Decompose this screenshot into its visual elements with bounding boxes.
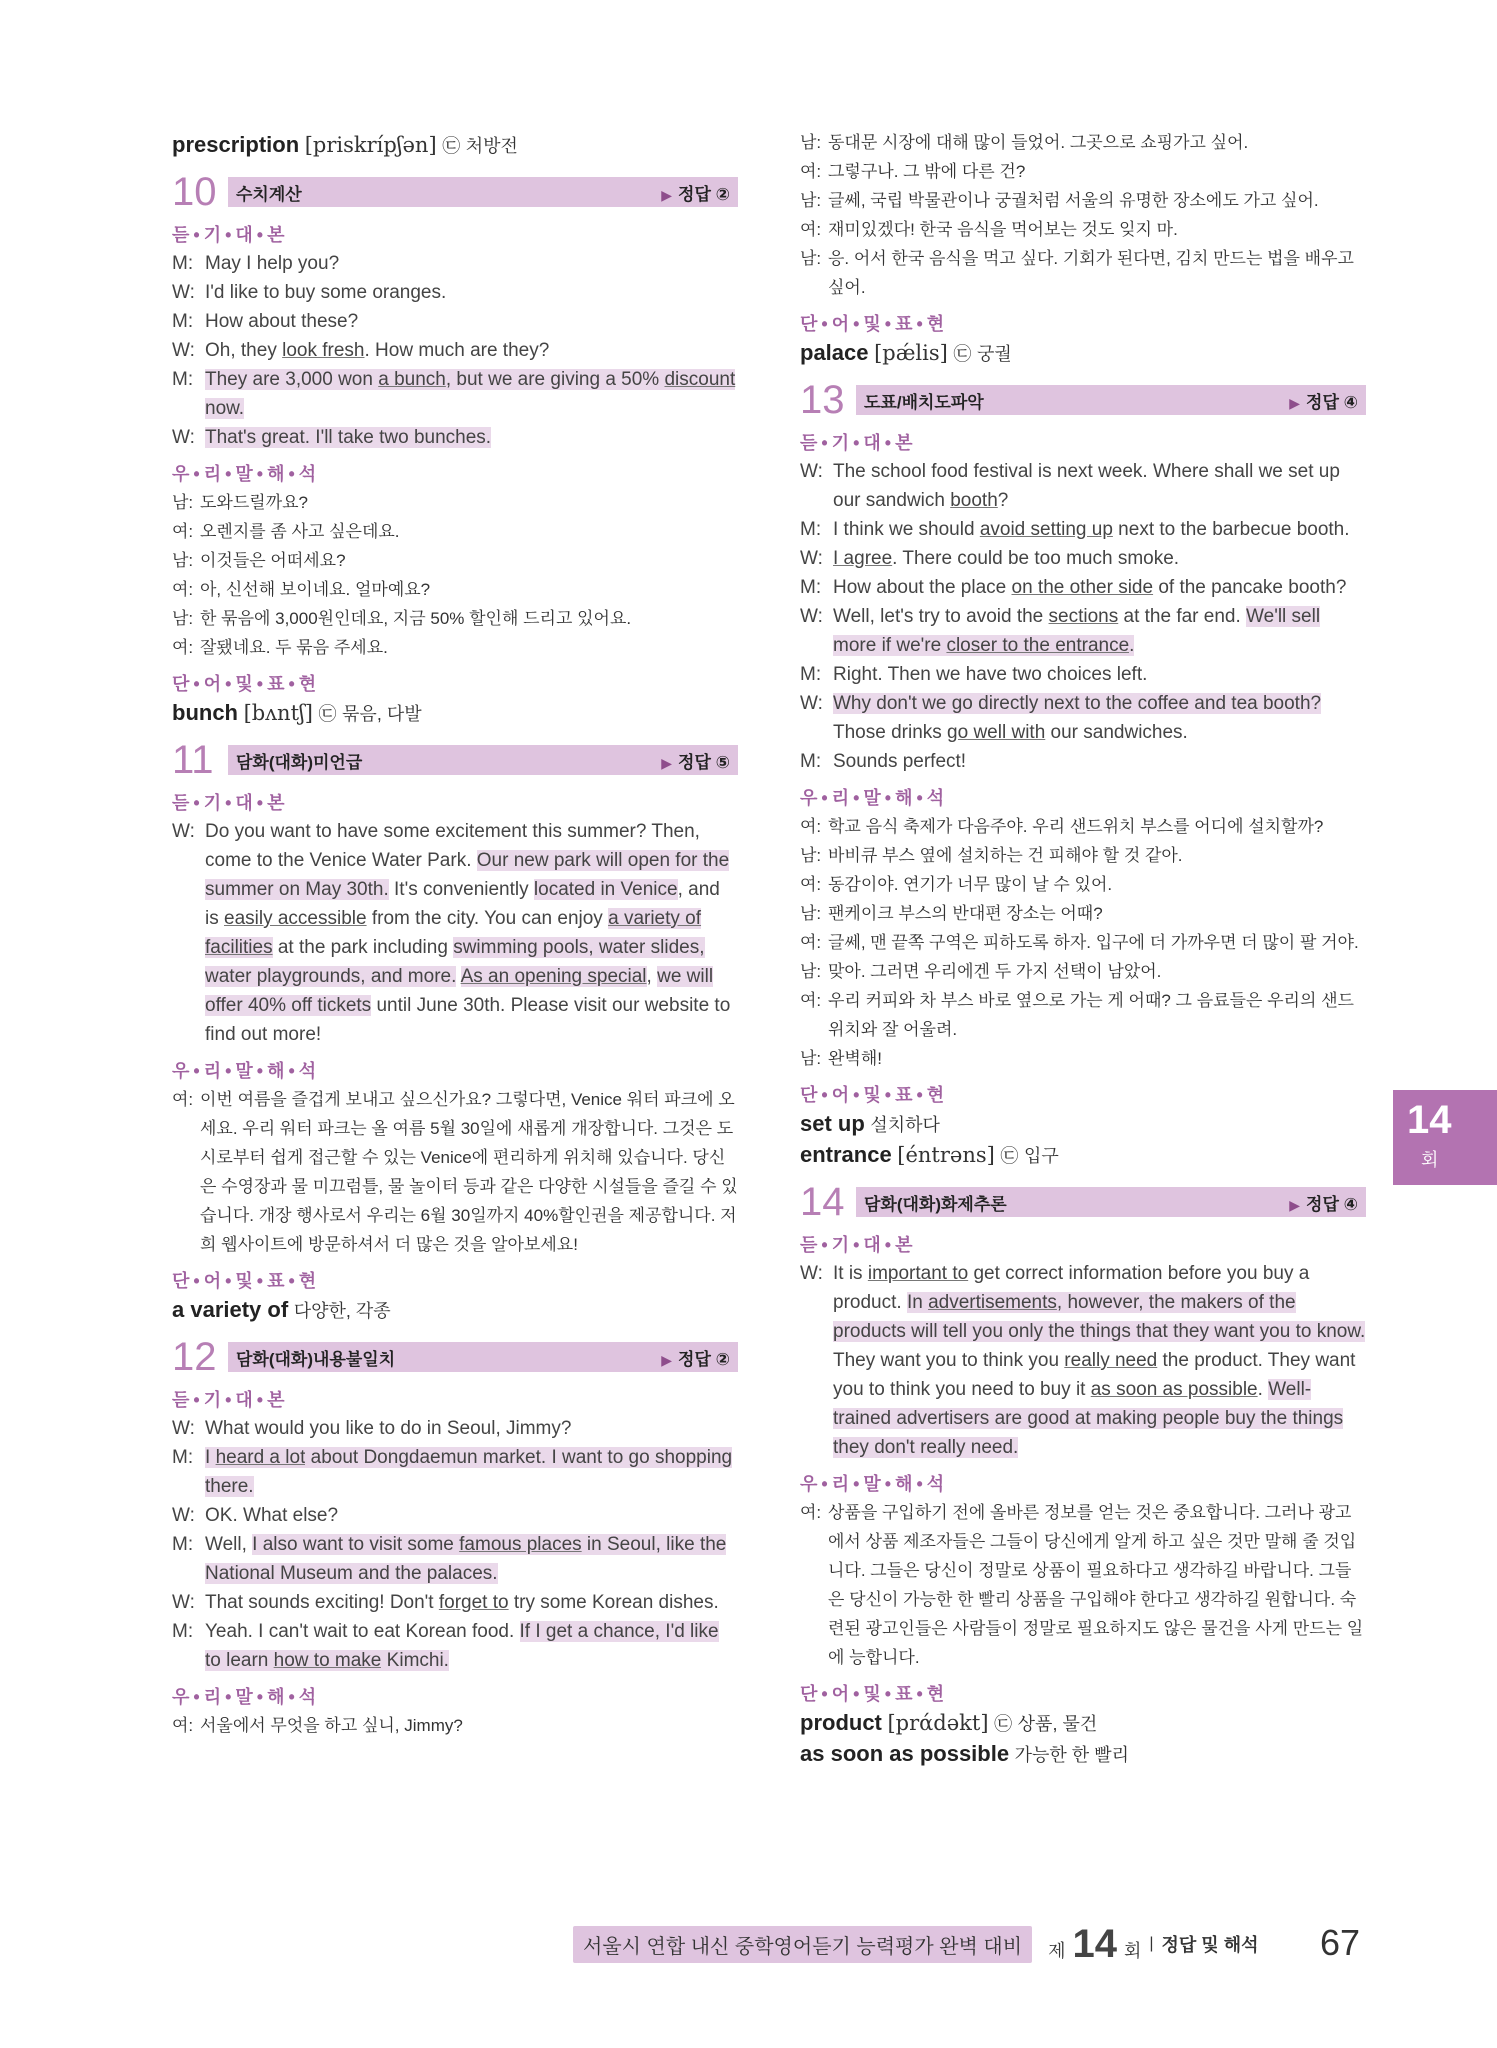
dialogue-text: at the far end. [1118, 606, 1247, 627]
question-number: 11 [172, 738, 214, 782]
key-sentence: discount [664, 369, 736, 390]
vocab-meaning: 다양한, 각종 [293, 1301, 391, 1321]
speaker-label: M: [800, 664, 822, 685]
right-column [800, 128, 1366, 1770]
speaker-label: 남: [800, 191, 822, 210]
play-triangle-icon: ▶ [661, 754, 673, 771]
speaker-label: 남: [172, 493, 194, 512]
vocab-entry [172, 698, 738, 729]
dialogue-text: Well, [205, 1534, 253, 1555]
vocab-word: bunch [172, 700, 238, 725]
dialogue-line [172, 278, 738, 307]
dialogue-text: until June 30th. Please visit our website to find out more! [205, 995, 731, 1045]
page-footer [573, 1921, 1259, 1966]
key-sentence: We'll sell more if we're [833, 606, 1321, 656]
speaker-label: M: [800, 577, 822, 598]
vocab-entry [800, 338, 1366, 369]
dialogue-text: really need [1064, 1350, 1158, 1371]
vocab-word: palace [800, 340, 869, 365]
episode-side-tab [1393, 1090, 1497, 1185]
vocab-word: as soon as possible [800, 1741, 1010, 1766]
translation-text: 이것들은 어떠세요? [200, 551, 346, 570]
vocab-section-title: 단•어•및•표•현 [800, 1684, 949, 1704]
vocab-meaning: 설치하다 [870, 1115, 940, 1135]
dialogue-text: . How much are they? [364, 340, 550, 361]
translation-text: 도와드릴까요? [200, 493, 308, 512]
dialogue-text: Do you want to have some excitement this summer? Then, come to the Venice Water Park. [205, 821, 700, 871]
key-sentence: Our new park will open for the summer on May 30th. [205, 850, 730, 900]
translation-line [800, 186, 1366, 215]
dialogue-text: How about the place [833, 577, 1012, 598]
key-sentence: famous places [459, 1534, 582, 1555]
vocab-pron: [prάdəkt] [887, 1711, 989, 1735]
speaker-label: 남: [800, 1049, 822, 1068]
dialogue-text: Right. Then we have two choices left. [833, 664, 1148, 685]
translation-text: 아, 신선해 보이네요. 얼마예요? [200, 580, 431, 599]
footer-ep-suffix: 회 [1123, 1940, 1142, 1961]
dialogue-text: , [646, 966, 658, 987]
translation-text: 글쎄, 국립 박물관이나 궁궐처럼 서울의 유명한 장소에도 가고 싶어. [828, 191, 1319, 210]
answer-text: 정답 ④ [1306, 1194, 1358, 1214]
translation-text: 완벽해! [828, 1049, 882, 1068]
key-sentence: I [205, 1447, 216, 1468]
speaker-label: M: [172, 253, 194, 274]
vocab-word: entrance [800, 1142, 892, 1167]
dialogue-line [172, 817, 738, 1049]
question-type-bar [228, 745, 738, 775]
speaker-label: M: [172, 1447, 194, 1468]
speaker-label: W: [172, 282, 195, 303]
speaker-label: M: [800, 751, 822, 772]
footer-ep-prefix: 제 [1048, 1940, 1066, 1961]
dialogue-line [172, 423, 738, 452]
dialogue-text: The school food festival is next week. Where shall we set up our sandwich [833, 461, 1340, 511]
speaker-label: 여: [172, 580, 194, 599]
key-sentence: in Seoul, like the National Museum and the palaces. [205, 1534, 727, 1584]
answer-label [1289, 388, 1358, 413]
translation-section-title: 우•리•말•해•석 [172, 1687, 321, 1707]
speaker-label: 남: [800, 846, 822, 865]
dialogue-line [172, 1530, 738, 1588]
dialogue-text: They want you to think you [833, 1350, 1065, 1371]
answer-text: 정답 ② [678, 184, 730, 204]
translation-text: 오렌지를 좀 사고 싶은데요. [200, 522, 400, 541]
translation-text: 재미있겠다! 한국 음식을 먹어보는 것도 잊지 마. [828, 220, 1178, 239]
dialogue-text: Well, let's try to avoid the [833, 606, 1049, 627]
vocab-word: product [800, 1710, 882, 1735]
dialogue-text: I agree [833, 548, 893, 569]
speaker-label: 여: [800, 875, 822, 894]
vocab-mark: ㉢ [994, 1714, 1013, 1734]
translation-line [800, 928, 1366, 957]
dialogue-text: I think we should [833, 519, 980, 540]
footer-answer-label: 정답 및 해석 [1161, 1935, 1259, 1955]
dialogue-text: from the city. You can enjoy [366, 908, 609, 929]
vocab-word: a variety of [172, 1297, 289, 1322]
dialogue-text: next to the barbecue booth. [1112, 519, 1350, 540]
question-number: 12 [172, 1335, 217, 1379]
dialogue-text: , and is [205, 879, 720, 929]
dialogue-line [172, 1617, 738, 1675]
dialogue-text: How about these? [205, 311, 359, 332]
translation-text: 바비큐 부스 옆에 설치하는 건 피해야 할 것 같아. [828, 846, 1183, 865]
dialogue-text: Oh, they [205, 340, 283, 361]
dialogue-line [172, 1501, 738, 1530]
translation-text: 그렇구나. 그 밖에 다른 건? [828, 162, 1026, 181]
dialogue-line [800, 457, 1366, 515]
dialogue-line [800, 1259, 1366, 1462]
dialogue-line [172, 249, 738, 278]
vocab-mark: ㉢ [953, 344, 972, 364]
speaker-label: 남: [800, 249, 822, 268]
speaker-label: M: [800, 519, 822, 540]
footer-book-title: 서울시 연합 내신 중학영어듣기 능력평가 완벽 대비 [573, 1926, 1032, 1963]
dialogue-line [800, 689, 1366, 747]
dialogue-text: our sandwiches. [1045, 722, 1188, 743]
translation-line [800, 812, 1366, 841]
translation-line [800, 215, 1366, 244]
key-sentence: , however, the makers of the products will tell you only the things that they want you to know. [833, 1292, 1366, 1342]
key-sentence: As an opening special [460, 966, 647, 987]
dialogue-text: on the other side [1011, 577, 1154, 598]
dialogue-line [172, 365, 738, 423]
dialogue-line [800, 747, 1366, 776]
vocab-section-title: 단•어•및•표•현 [172, 1271, 321, 1291]
translation-text: 동대문 시장에 대해 많이 들었어. 그곳으로 쇼핑가고 싶어. [828, 133, 1249, 152]
vocab-entry [800, 1109, 1366, 1140]
key-sentence: now. [205, 398, 245, 419]
translation-line [800, 1044, 1366, 1073]
answer-text: 정답 ⑤ [678, 752, 730, 772]
dialogue-text: ? [997, 490, 1009, 511]
key-sentence: They are 3,000 won [205, 369, 379, 390]
vocab-mark: ㉢ [318, 704, 337, 724]
answer-label [661, 1345, 730, 1370]
speaker-label: M: [172, 369, 194, 390]
translation-line [800, 899, 1366, 928]
vocab-section-title: 단•어•및•표•현 [800, 314, 949, 334]
answer-label [1289, 1190, 1358, 1215]
speaker-label: 여: [172, 1090, 194, 1109]
speaker-label: W: [172, 340, 195, 361]
dialogue-line [172, 1443, 738, 1501]
dialogue-text: avoid setting up [979, 519, 1113, 540]
speaker-label: 여: [172, 1716, 194, 1735]
dialogue-text: go well with [947, 722, 1046, 743]
key-sentence: In [906, 1292, 929, 1313]
translation-text: 상품을 구입하기 전에 올바른 정보를 얻는 것은 중요합니다. 그러나 광고에서 상품 제조자들은 그들이 당신에게 알게 하고 싶은 것만 말해 줄 것입니다. 그들은 당신이 정말로 상품이 필요하다고 생각하길 바랍니다. 그들은 당신이 가능한 한 빨리 상품을 구입해야 한다고 생각하길 원합니다. 숙련된 광고인들은 사람들이 정말로 필요하지도 않은 물건을 사게 만드는 일에 능합니다. [828, 1503, 1364, 1667]
translation-section-title: 우•리•말•해•석 [172, 464, 321, 484]
key-sentence: Why don't we go directly next to the coffee and tea booth? [833, 693, 1322, 714]
dialogue-text: I'd like to buy some oranges. [205, 282, 447, 303]
vocab-section-title: 단•어•및•표•현 [172, 674, 321, 694]
question-header [172, 1336, 738, 1378]
dialogue-text: What would you like to do in Seoul, Jimmy? [205, 1418, 572, 1439]
translation-text: 한 묶음에 3,000원인데요, 지금 50% 할인해 드리고 있어요. [200, 609, 632, 628]
question-header [172, 171, 738, 213]
question-14 [800, 1181, 1366, 1770]
dialogue-line [172, 336, 738, 365]
page-number: 67 [1320, 1922, 1361, 1963]
speaker-label: 여: [800, 817, 822, 836]
key-sentence: how to make [273, 1650, 382, 1671]
speaker-label: W: [800, 548, 823, 569]
key-sentence: closer to the entrance [946, 635, 1130, 656]
footer-ep-number: 14 [1072, 1921, 1117, 1966]
translation-line [800, 841, 1366, 870]
speaker-label: W: [800, 461, 823, 482]
translation-text: 맞아. 그러면 우리에겐 두 가지 선택이 남았어. [828, 962, 1162, 981]
translation-line [800, 244, 1366, 302]
key-sentence: If I get a chance, I'd like to learn [205, 1621, 719, 1671]
translation-section-title: 우•리•말•해•석 [800, 1474, 949, 1494]
dialogue-text: Those drinks [833, 722, 948, 743]
vocab-section-title: 단•어•및•표•현 [800, 1085, 949, 1105]
speaker-label: 여: [172, 638, 194, 657]
translation-section-title: 우•리•말•해•석 [172, 1061, 321, 1081]
dialogue-line [172, 1414, 738, 1443]
question-type: 담화(대화)미언급 [236, 752, 363, 772]
key-sentence: a bunch [378, 369, 446, 390]
listening-section-title: 듣•기•대•본 [800, 1235, 917, 1255]
dialogue-text: look fresh [282, 340, 365, 361]
dialogue-text: sections [1048, 606, 1119, 627]
dialogue-text: easily accessible [224, 908, 367, 929]
dialogue-text: Yeah. I can't wait to eat Korean food. [205, 1621, 520, 1642]
translation-line [172, 633, 738, 662]
speaker-label: 남: [800, 962, 822, 981]
answer-text: 정답 ② [678, 1349, 730, 1369]
speaker-label: W: [800, 606, 823, 627]
dialogue-text: try some Korean dishes. [508, 1592, 719, 1613]
vocab-top [172, 130, 738, 161]
dialogue-line [800, 660, 1366, 689]
question-10 [172, 171, 738, 729]
vocab-word: prescription [172, 132, 300, 157]
vocab-pron: [éntrəns] [897, 1143, 995, 1167]
question-type-bar [228, 177, 738, 207]
vocab-meaning: 상품, 물건 [1017, 1714, 1098, 1734]
translation-text: 팬케이크 부스의 반대편 장소는 어때? [828, 904, 1103, 923]
key-sentence: Well-trained advertisers are good at making people buy the things they don't really need. [833, 1379, 1344, 1458]
translation-line [172, 575, 738, 604]
dialogue-text: forget to [438, 1592, 509, 1613]
speaker-label: W: [172, 821, 195, 842]
dialogue-text: at the park including [272, 937, 454, 958]
vocab-mark: ㉢ [442, 136, 461, 156]
speaker-label: 여: [172, 522, 194, 541]
vocab-entry [800, 1739, 1366, 1770]
play-triangle-icon: ▶ [661, 1351, 673, 1368]
question-number: 13 [800, 378, 845, 422]
translation-line [172, 604, 738, 633]
translation-line [172, 1711, 738, 1740]
dialogue-text: get correct information before you buy a product. [833, 1263, 1310, 1313]
speaker-label: W: [172, 427, 195, 448]
dialogue-text: OK. What else? [205, 1505, 339, 1526]
question-header [172, 739, 738, 781]
speaker-label: 여: [800, 933, 822, 952]
speaker-label: W: [800, 693, 823, 714]
key-sentence: That's great. I'll take two bunches. [205, 427, 492, 448]
dialogue-text: . There could be too much smoke. [892, 548, 1180, 569]
translation-text: 우리 커피와 차 부스 바로 옆으로 가는 게 어때? 그 음료들은 우리의 샌드위치와 잘 어울려. [828, 991, 1354, 1039]
translation-section-title: 우•리•말•해•석 [800, 788, 949, 808]
vocab-meaning: 묶음, 다발 [342, 704, 422, 724]
dialogue-text: That sounds exciting! Don't [205, 1592, 439, 1613]
dialogue-text: May I help you? [205, 253, 340, 274]
play-triangle-icon: ▶ [661, 186, 673, 203]
dialogue-text: as soon as possible [1090, 1379, 1258, 1400]
vocab-meaning: 처방전 [465, 136, 518, 156]
key-sentence: heard a lot [215, 1447, 306, 1468]
dialogue-line [800, 515, 1366, 544]
dialogue-line [800, 602, 1366, 660]
translation-text: 이번 여름을 즐겁게 보내고 싶으신가요? 그렇다면, Venice 워터 파크에 오세요. 우리 워터 파크는 올 여름 5월 30일에 새롭게 개장합니다. 그것은 도시로부터 쉽게 접근할 수 있는 Venice에 편리하게 위치해 있습니다. 당신은 수영장과 물 미끄럼틀, 물 놀이터 등과 같은 다양한 시설들을 즐길 수 있습니다. 개장 행사로서 우리는 6월 30일까지 40%할인권을 제공합니다. 저희 웹사이트에 방문하셔서 더 많은 것을 알아보세요! [200, 1090, 738, 1254]
vocab-entry [800, 1708, 1366, 1739]
question-type-bar [856, 385, 1366, 415]
speaker-label: 여: [800, 1503, 822, 1522]
question-11 [172, 739, 738, 1326]
answer-text: 정답 ④ [1306, 392, 1358, 412]
dialogue-text: booth [950, 490, 998, 511]
vocab-mark: ㉢ [1000, 1146, 1019, 1166]
question-type: 담화(대화)내용불일치 [236, 1349, 396, 1369]
speaker-label: 남: [800, 133, 822, 152]
question-type-bar [228, 1342, 738, 1372]
question-12-continued [800, 128, 1366, 369]
dialogue-line [172, 1588, 738, 1617]
translation-text: 잘됐네요. 두 묶음 주세요. [200, 638, 388, 657]
dialogue-text: It is [833, 1263, 868, 1284]
side-tab-number: 14 [1407, 1098, 1452, 1142]
answer-label [661, 180, 730, 205]
translation-line [800, 128, 1366, 157]
question-type: 도표/배치도파악 [864, 392, 984, 412]
dialogue-line [800, 544, 1366, 573]
vocab-meaning: 궁궐 [976, 344, 1012, 364]
speaker-label: W: [172, 1505, 195, 1526]
key-sentence: we will offer 40% off tickets [205, 966, 714, 1016]
question-number: 14 [800, 1180, 845, 1224]
footer-separator: | [1149, 1935, 1154, 1952]
key-sentence: swimming pools, water slides, water playgrounds, and more. [205, 937, 705, 987]
speaker-label: 남: [800, 904, 822, 923]
key-sentence: Kimchi. [381, 1650, 449, 1671]
speaker-label: W: [172, 1418, 195, 1439]
translation-text: 동감이야. 연기가 너무 많이 날 수 있어. [828, 875, 1113, 894]
vocab-entry [172, 1295, 738, 1326]
vocab-meaning: 입구 [1023, 1146, 1059, 1166]
question-header [800, 379, 1366, 421]
translation-line [172, 517, 738, 546]
dialogue-line [800, 573, 1366, 602]
question-header [800, 1181, 1366, 1223]
vocab-meaning: 가능한 한 빨리 [1014, 1745, 1129, 1765]
question-number: 10 [172, 170, 217, 214]
vocab-entry [800, 1140, 1366, 1171]
vocab-pron: [priskrípʃən] [304, 133, 437, 157]
listening-section-title: 듣•기•대•본 [172, 793, 289, 813]
dialogue-text: Sounds perfect! [833, 751, 967, 772]
speaker-label: 여: [800, 162, 822, 181]
speaker-label: 여: [800, 220, 822, 239]
key-sentence: I also want to visit some [252, 1534, 460, 1555]
dialogue-text [456, 966, 460, 987]
translation-text: 학교 음식 축제가 다음주야. 우리 샌드위치 부스를 어디에 설치할까? [828, 817, 1324, 836]
answer-label [661, 748, 730, 773]
footer-episode [1048, 1922, 1141, 1967]
key-sentence: . [1129, 635, 1135, 656]
speaker-label: M: [172, 311, 194, 332]
vocab-pron: [bʌntʃ] [243, 701, 313, 725]
key-sentence: advertisements [928, 1292, 1057, 1313]
dialogue-text: important to [867, 1263, 969, 1284]
speaker-label: 남: [172, 609, 194, 628]
translation-line [800, 870, 1366, 899]
translation-line [800, 986, 1366, 1044]
play-triangle-icon: ▶ [1289, 1196, 1301, 1213]
listening-section-title: 듣•기•대•본 [800, 433, 917, 453]
side-tab-unit: 회 [1421, 1150, 1439, 1170]
speaker-label: 여: [800, 991, 822, 1010]
dialogue-text: of the pancake booth? [1153, 577, 1347, 598]
speaker-label: 남: [172, 551, 194, 570]
key-sentence: about Dongdaemun market. I want to go shopping there. [205, 1447, 733, 1497]
dialogue-text: the product. They want you to think you need to buy it [833, 1350, 1356, 1400]
dialogue-text: . [1257, 1379, 1269, 1400]
key-sentence: , but we are giving a 50% [445, 369, 665, 390]
translation-text: 서울에서 무엇을 하고 싶니, Jimmy? [200, 1716, 463, 1735]
question-13 [800, 379, 1366, 1171]
play-triangle-icon: ▶ [1289, 394, 1301, 411]
dialogue-line [172, 307, 738, 336]
translation-line [800, 957, 1366, 986]
translation-line [172, 546, 738, 575]
translation-line [800, 157, 1366, 186]
translation-line [800, 1498, 1366, 1672]
translation-line [172, 488, 738, 517]
vocab-pron: [pǽlis] [874, 341, 948, 365]
translation-text: 응. 어서 한국 음식을 먹고 싶다. 기회가 된다면, 김치 만드는 법을 배우고 싶어. [828, 249, 1354, 297]
dialogue-text: It's conveniently [388, 879, 534, 900]
speaker-label: M: [172, 1534, 194, 1555]
speaker-label: W: [172, 1592, 195, 1613]
key-sentence: located in Venice [533, 879, 678, 900]
question-12 [172, 1336, 738, 1740]
translation-text: 글쎄, 맨 끝쪽 구역은 피하도록 하자. 입구에 더 가까우면 더 많이 팔 거야. [828, 933, 1359, 952]
speaker-label: M: [172, 1621, 194, 1642]
question-type: 담화(대화)화제추론 [864, 1194, 1007, 1214]
key-sentence: a variety of facilities [205, 908, 702, 958]
translation-line [172, 1085, 738, 1259]
listening-section-title: 듣•기•대•본 [172, 225, 289, 245]
question-type: 수치계산 [236, 184, 302, 204]
speaker-label: W: [800, 1263, 823, 1284]
listening-section-title: 듣•기•대•본 [172, 1390, 289, 1410]
vocab-word: set up [800, 1111, 865, 1136]
question-type-bar [856, 1187, 1366, 1217]
left-column [172, 130, 738, 1740]
